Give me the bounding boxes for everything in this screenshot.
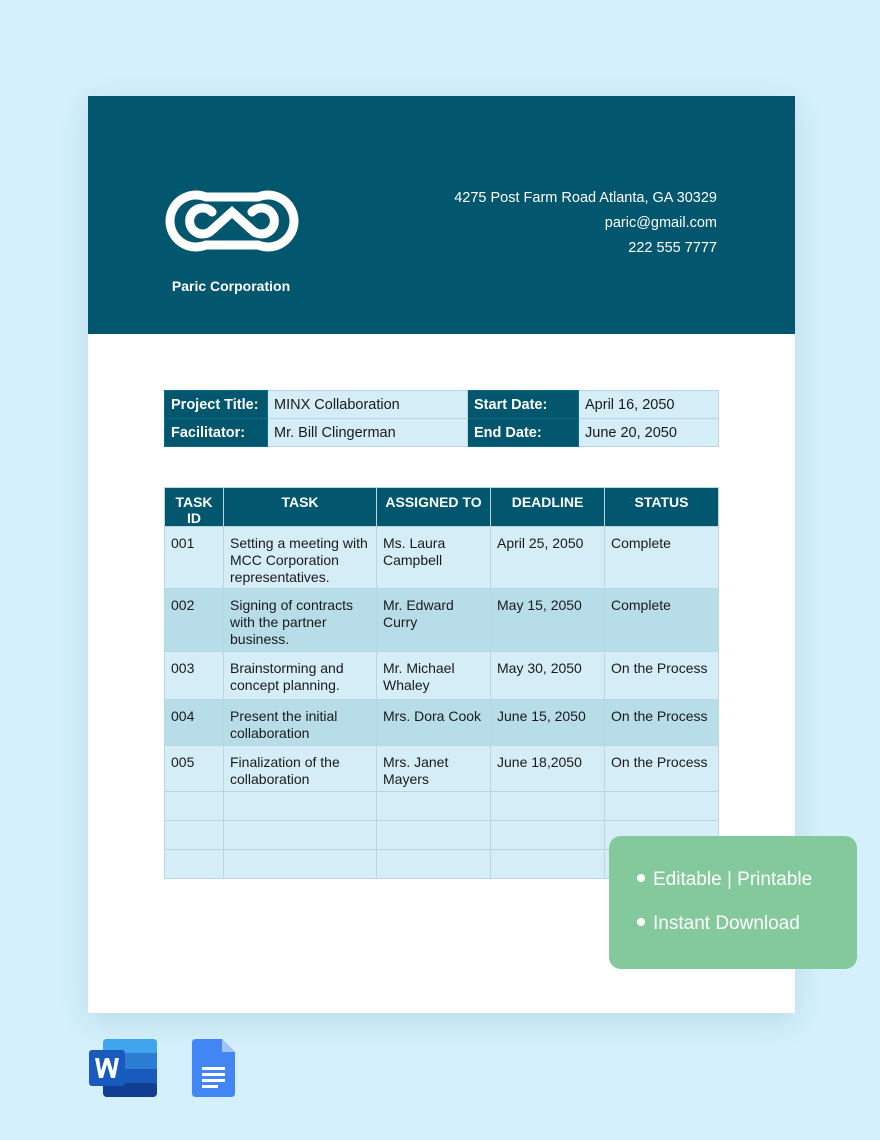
feature-badge bbox=[609, 836, 857, 969]
facilitator-value: Mr. Bill Clingerman bbox=[268, 419, 468, 447]
badge-item bbox=[637, 869, 812, 891]
company-phone: 222 555 7777 bbox=[628, 240, 717, 256]
task-cell: Signing of contracts with the partner business. bbox=[224, 589, 377, 652]
deadline-cell: June 15, 2050 bbox=[491, 700, 605, 746]
empty-row bbox=[165, 792, 719, 821]
task-cell: Setting a meeting with MCC Corporation representatives. bbox=[224, 527, 377, 589]
task-id-cell: 002 bbox=[165, 589, 224, 652]
start-date-label: Start Date: bbox=[468, 391, 579, 419]
task-cell: Present the initial collaboration bbox=[224, 700, 377, 746]
header-task-id: TASK ID bbox=[165, 488, 224, 527]
deadline-cell: May 15, 2050 bbox=[491, 589, 605, 652]
task-id-cell: 003 bbox=[165, 652, 224, 700]
table-row bbox=[165, 527, 719, 589]
task-id-cell: 004 bbox=[165, 700, 224, 746]
word-icon[interactable] bbox=[89, 1039, 157, 1097]
badge-instant-download: Instant Download bbox=[653, 913, 800, 934]
table-row bbox=[165, 589, 719, 652]
letterhead bbox=[88, 96, 795, 334]
status-cell: On the Process bbox=[605, 746, 719, 792]
status-cell: Complete bbox=[605, 527, 719, 589]
start-date-value: April 16, 2050 bbox=[579, 391, 719, 419]
deadline-cell: June 18,2050 bbox=[491, 746, 605, 792]
badge-editable-printable: Editable | Printable bbox=[653, 869, 813, 890]
end-date-label: End Date: bbox=[468, 419, 579, 447]
google-docs-icon[interactable] bbox=[192, 1039, 235, 1097]
assigned-cell: Mr. Edward Curry bbox=[377, 589, 491, 652]
table-row bbox=[165, 700, 719, 746]
company-logo-icon bbox=[162, 190, 302, 252]
assigned-cell: Mrs. Janet Mayers bbox=[377, 746, 491, 792]
task-cell: Finalization of the collaboration bbox=[224, 746, 377, 792]
deadline-cell: April 25, 2050 bbox=[491, 527, 605, 589]
company-contact bbox=[454, 189, 717, 264]
header-status: STATUS bbox=[605, 488, 719, 527]
company-email: paric@gmail.com bbox=[604, 215, 717, 231]
task-table bbox=[164, 487, 719, 879]
bullet-icon bbox=[637, 918, 645, 926]
task-id-cell: 005 bbox=[165, 746, 224, 792]
project-title-label: Project Title: bbox=[165, 391, 268, 419]
task-cell: Brainstorming and concept planning. bbox=[224, 652, 377, 700]
deadline-cell: May 30, 2050 bbox=[491, 652, 605, 700]
assigned-cell: Mr. Michael Whaley bbox=[377, 652, 491, 700]
status-cell: Complete bbox=[605, 589, 719, 652]
company-name: Paric Corporation bbox=[171, 278, 291, 294]
badge-item bbox=[637, 913, 800, 935]
assigned-cell: Ms. Laura Campbell bbox=[377, 527, 491, 589]
table-row bbox=[165, 652, 719, 700]
task-id-cell: 001 bbox=[165, 527, 224, 589]
header-task: TASK bbox=[224, 488, 377, 527]
header-deadline: DEADLINE bbox=[491, 488, 605, 527]
company-address: 4275 Post Farm Road Atlanta, GA 30329 bbox=[454, 190, 717, 206]
status-cell: On the Process bbox=[605, 700, 719, 746]
table-row bbox=[165, 746, 719, 792]
project-title-value: MINX Collaboration bbox=[268, 391, 468, 419]
end-date-value: June 20, 2050 bbox=[579, 419, 719, 447]
facilitator-label: Facilitator: bbox=[165, 419, 268, 447]
project-info-table bbox=[164, 390, 719, 447]
bullet-icon bbox=[637, 874, 645, 882]
assigned-cell: Mrs. Dora Cook bbox=[377, 700, 491, 746]
status-cell: On the Process bbox=[605, 652, 719, 700]
header-assigned-to: ASSIGNED TO bbox=[377, 488, 491, 527]
